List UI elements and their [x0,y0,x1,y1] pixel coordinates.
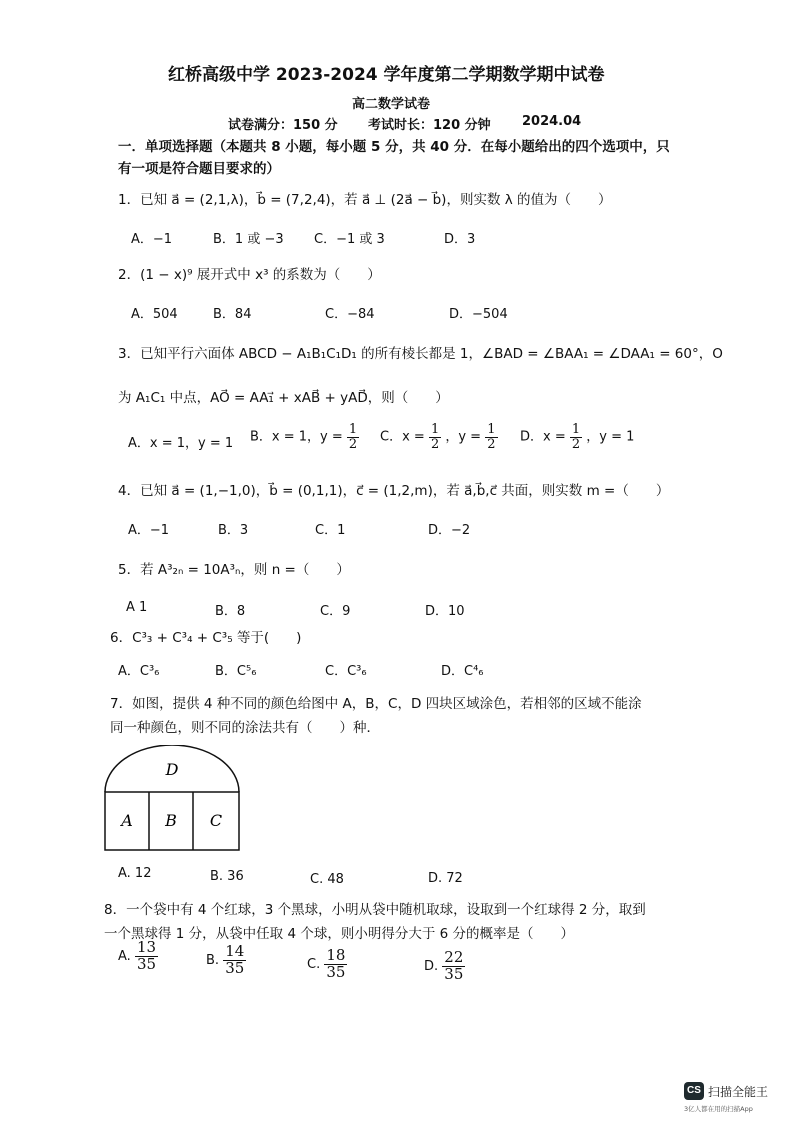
region-label-a: A [121,811,133,830]
fraction-one-half [429,423,441,451]
q1-option-b: B．1 或 −3 [213,232,284,247]
question-4: 4．已知 a⃗ = (1,−1,0)，b⃗ = (0,1,1)，c⃗ = (1,2,m)，若 a⃗,b⃗,c⃗ 共面，则实数 m =（ ） [118,483,670,499]
q2-option-d: D．−504 [449,307,508,322]
question-8-cont: 一个黑球得 1 分，从袋中任取 4 个球，则小明得分大于 6 分的概率是（ ） [104,926,575,942]
q3-option-c [380,423,498,451]
q3-option-a: A．x = 1，y = 1 [128,436,234,451]
camscanner-logo-icon: CS [684,1082,704,1100]
q5-option-b: B．8 [215,604,246,619]
q6-option-d: D．C⁴₆ [441,664,484,679]
frac-den: 35 [326,962,346,981]
scanner-app-name: 扫描全能王 [708,1085,769,1099]
exam-score: 试卷满分：150 分 [228,118,338,133]
q3-option-b-text: B．x = 1，y = [250,429,343,445]
question-3: 3．已知平行六面体 ABCD − A₁B₁C₁D₁ 的所有棱长都是 1，∠BAD = ∠BAA₁ = ∠DAA₁ = 60°，O [118,346,723,362]
q6-option-a: A．C³₆ [118,664,160,679]
frac-den: 35 [444,964,464,983]
question-1: 1．已知 a⃗ = (2,1,λ)，b⃗ = (7,2,4)，若 a⃗ ⊥ (2a⃗ − b⃗)，则实数 λ 的值为（ ） [118,192,612,208]
q8-option-c [307,948,347,981]
q7-option-b: B. 36 [210,869,244,884]
question-7: 7．如图，提供 4 种不同的颜色给图中 A，B，C，D 四块区域涂色，若相邻的区域不能涂 [110,696,642,712]
exam-date: 2024.04 [522,114,582,129]
q6-option-c: C．C³₆ [325,664,367,679]
region-label-b: B [165,811,177,830]
scanner-watermark [682,1082,782,1118]
q5-option-d: D．10 [425,604,465,619]
q1-option-d: D．3 [444,232,476,247]
section-heading-cont: 有一项是符合题目要求的） [118,161,280,177]
q1-option-a: A．−1 [131,232,173,247]
q3-option-c-text: C．x = [380,429,425,445]
frac-num: 1 [348,422,358,437]
q2-option-a: A．504 [131,307,178,322]
frac-den: 2 [571,436,581,452]
q8-option-b [206,944,246,977]
q7-option-d: D. 72 [428,871,463,886]
q4-option-c: C．1 [315,523,346,538]
frac-num: 1 [430,422,440,437]
question-3-cont: 为 A₁C₁ 中点，AO⃗ = AA₁⃗ + xAB⃗ + yAD⃗，则（ ） [118,390,449,406]
q3-option-d-text: D．x = [520,429,566,445]
q7-option-c: C. 48 [310,872,344,887]
q2-option-b: B．84 [213,307,252,322]
question-6: 6．C³₃ + C³₄ + C³₅ 等于( ) [110,630,302,646]
q7-option-a: A. 12 [118,866,152,881]
frac-num: 14 [225,942,245,960]
q1-option-c: C．−1 或 3 [314,232,385,247]
q8-option-a-label: A. [118,948,131,964]
q3-option-c-mid: ，y = [445,429,482,445]
page-title: 红桥高级中学 2023-2024 学年度第二学期数学期中试卷 [168,65,605,85]
exam-time: 考试时长：120 分钟 [368,118,491,133]
fraction-one-half [347,423,359,451]
q5-option-a: A 1 [126,600,148,615]
q3-option-d [520,423,634,451]
q3-option-d-post: ，y = 1 [586,429,635,445]
fraction-one-half [485,423,497,451]
q8-option-a [118,940,158,973]
q8-fraction-d [442,950,465,983]
q2-option-c: C．−84 [325,307,375,322]
frac-den: 35 [225,958,245,977]
fraction-one-half [570,423,582,451]
section-heading: 一．单项选择题（本题共 8 小题，每小题 5 分，共 40 分．在每小题给出的四个选项中，只 [118,139,670,155]
q8-option-d-label: D. [424,958,439,974]
frac-num: 1 [487,422,496,437]
q6-option-b: B．C⁵₆ [215,664,257,679]
q4-option-b: B．3 [218,523,249,538]
q8-option-c-label: C. [307,956,321,972]
region-label-c: C [209,811,223,830]
q8-option-d [424,950,465,983]
frac-den: 35 [136,954,157,973]
q4-option-d: D．−2 [428,523,471,538]
page-subtitle: 高二数学试卷 [352,97,431,112]
frac-den: 2 [430,436,440,452]
question-5: 5．若 A³₂ₙ = 10A³ₙ，则 n =（ ） [118,562,350,578]
frac-num: 22 [444,948,464,966]
q5-option-c: C．9 [320,604,351,619]
frac-num: 1 [571,422,581,437]
q3-option-b [250,423,359,451]
frac-num: 18 [326,946,346,964]
question-7-cont: 同一种颜色，则不同的涂法共有（ ）种． [110,720,380,736]
frac-num: 13 [136,938,157,956]
q8-fraction-a [135,940,158,973]
question-2: 2．(1 − x)⁹ 展开式中 x³ 的系数为（ ） [118,267,381,283]
frac-den: 2 [487,436,496,452]
scanner-tagline: 3亿人都在用的扫描App [684,1105,753,1113]
region-coloring-figure [104,745,240,851]
frac-den: 2 [348,436,358,452]
q4-option-a: A．−1 [128,523,170,538]
q8-fraction-b [223,944,246,977]
question-8: 8．一个袋中有 4 个红球，3 个黑球，小明从袋中随机取球，设取到一个红球得 2 分，取到 [104,902,646,918]
region-label-d: D [165,760,179,779]
q8-option-b-label: B. [206,952,220,968]
q8-fraction-c [324,948,347,981]
